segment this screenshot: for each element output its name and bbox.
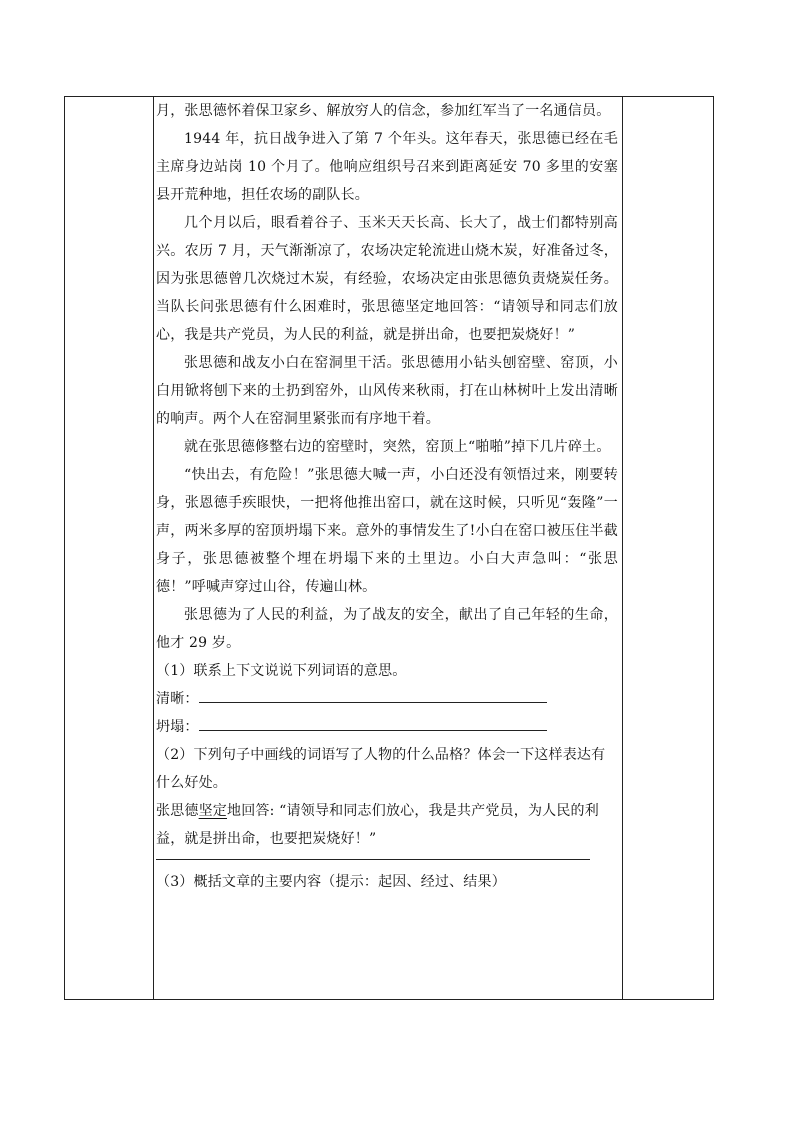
term-label: 清晰：: [156, 691, 199, 707]
question-1-item-2: [156, 713, 618, 741]
answer-blank[interactable]: [199, 716, 547, 731]
paragraph-1: 月，张思德怀着保卫家乡、解放穷人的信念，参加红军当了一名通信员。: [156, 103, 611, 119]
paragraph-4: 张思德和战友小白在窑洞里干活。张思德用小钻头刨窑壁、窑顶，小白用锨将刨下来的土扔到窑外，山风传来秋雨，打在山林树叶上发出清晰的响声。两个人在窑洞里紧张而有序地干着。: [156, 355, 618, 427]
paragraph-7: 张思德为了人民的利益，为了战友的安全，献出了自己年轻的生命，他才 29 岁。: [156, 607, 618, 651]
table-divider-right: [622, 97, 623, 999]
table-divider-left: [153, 97, 154, 999]
answer-line[interactable]: [156, 859, 590, 860]
answer-blank[interactable]: [199, 688, 547, 703]
question-2-quote: [156, 797, 618, 853]
passage-content: [156, 97, 618, 896]
question-3-prompt: （3）概括文章的主要内容（提示：起因、经过、结果）: [156, 874, 506, 890]
question-2-prompt: （2）下列句子中画线的词语写了人物的什么品格？体会一下这样表达有什么好处。: [156, 747, 606, 791]
question-1-prompt: （1）联系上下文说说下列词语的意思。: [156, 663, 407, 679]
quote-underlined-word: 坚定: [198, 803, 228, 819]
question-1-item-1: [156, 685, 618, 713]
quote-before: 张思德: [156, 803, 199, 819]
quote-after: 地回答: “请领导和同志们放心，我是共产党员，为人民的利益，就是拼出命，也要把炭烧好！”: [156, 803, 599, 847]
paragraph-6: “快出去，有危险！”张思德大喊一声，小白还没有领悟过来，刚要转身，张恩德手疾眼快，一把将他推出窑口，就在这时候，只听见“轰隆”一声，两米多厚的窑顶坍塌下来。意外的事情发生了!小白在窑口被压住半截身子，张思德被整个埋在坍塌下来的土里边。小白大声急叫：“张思德！”呼喊声穿过山谷，传遍山林。: [156, 467, 618, 595]
paragraph-2: 1944 年，抗日战争进入了第 7 个年头。这年春天，张思德已经在毛主席身边站岗 10 个月了。他响应组织号召来到距离延安 70 多里的安塞县开荒种地，担任农场的副队长。: [156, 131, 618, 203]
term-label: 坍塌：: [156, 719, 199, 735]
paragraph-3: 几个月以后，眼看着谷子、玉米天天长高、长大了，战士们都特别高兴。农历 7 月，天气渐渐凉了，农场决定轮流进山烧木炭，好准备过冬，因为张思德曾几次烧过木炭，有经验，农场决定由张思德负责烧炭任务。当队长问张思德有什么困难时，张思德坚定地回答：“请领导和同志们放心，我是共产党员，为人民的利益，就是拼出命，也要把炭烧好！”: [156, 215, 618, 343]
paragraph-5: 就在张思德修整右边的窑壁时，突然，窑顶上“啪啪”掉下几片碎土。: [184, 439, 611, 455]
